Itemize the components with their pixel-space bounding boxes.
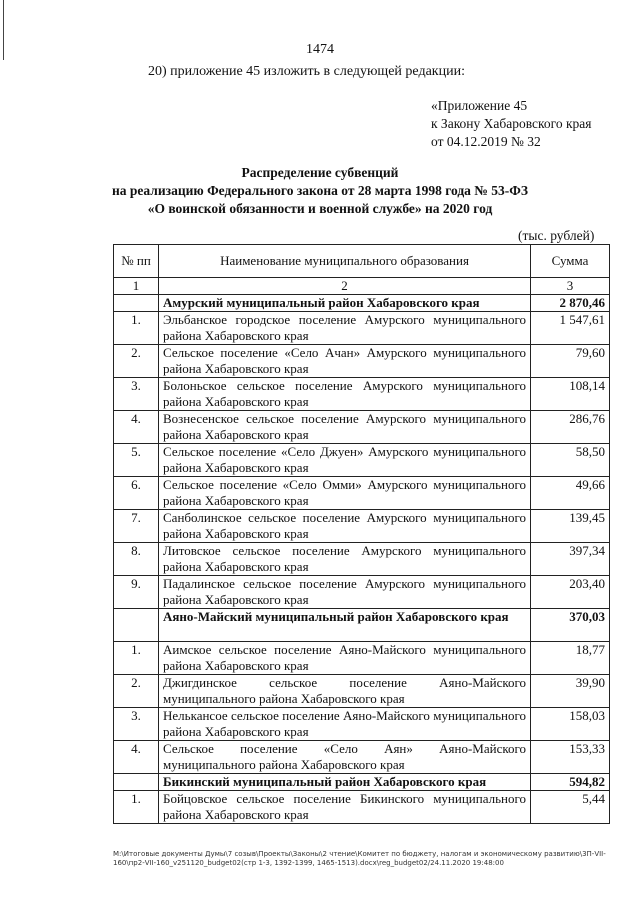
cell-name: Аяно-Майский муниципальный район Хабаровского края [159, 609, 531, 642]
column-index: 3 [531, 278, 610, 295]
appendix-line: от 04.12.2019 № 32 [431, 134, 541, 149]
cell-num: 5. [114, 444, 159, 477]
table-header-row [114, 245, 610, 278]
page-number: 1474 [306, 42, 334, 57]
cell-name: Сельское поселение «Село Аян» Аяно-Майского муниципального района Хабаровского края [159, 741, 531, 774]
cell-sum: 2 870,46 [531, 295, 610, 312]
title-line: на реализацию Федерального закона от 28 марта 1998 года № 53-ФЗ [112, 183, 528, 198]
cell-num: 4. [114, 741, 159, 774]
column-index-row [114, 278, 610, 295]
cell-sum: 18,77 [531, 642, 610, 675]
district-row [114, 774, 610, 791]
cell-num [114, 774, 159, 791]
cell-num: 6. [114, 477, 159, 510]
appendix-reference [431, 97, 592, 151]
cell-name: Сельское поселение «Село Джуен» Амурского муниципального района Хабаровского края [159, 444, 531, 477]
column-index: 2 [159, 278, 531, 295]
table-row [114, 708, 610, 741]
cell-sum: 594,82 [531, 774, 610, 791]
cell-num: 1. [114, 642, 159, 675]
cell-num: 8. [114, 543, 159, 576]
appendix-line: к Закону Хабаровского края [431, 116, 592, 131]
cell-sum: 1 547,61 [531, 312, 610, 345]
document-title [110, 164, 530, 218]
cell-sum: 286,76 [531, 411, 610, 444]
cell-name: Амурский муниципальный район Хабаровского края [159, 295, 531, 312]
cell-name: Падалинское сельское поселение Амурского муниципального района Хабаровского края [159, 576, 531, 609]
cell-sum: 5,44 [531, 791, 610, 824]
table-row [114, 741, 610, 774]
header-sum: Сумма [531, 245, 610, 278]
table-row [114, 345, 610, 378]
table-row [114, 312, 610, 345]
cell-sum: 79,60 [531, 345, 610, 378]
district-row [114, 295, 610, 312]
table-row [114, 675, 610, 708]
cell-num: 7. [114, 510, 159, 543]
cell-num: 1. [114, 791, 159, 824]
file-path-footer: M:\Итоговые документы Думы\7 созыв\Проекты\Законы\2 чтение\Комитет по бюджету, налогам и экономическому развитию\3П-VII-160\пр2-VII-160_v251120_budget02(стр 1-3, 1392-1399, 1465-1513).docx\reg_budget02/24.11.2020 19:48:00 [113, 850, 606, 867]
intro-text: 20) приложение 45 изложить в следующей редакции: [148, 64, 465, 79]
table-row [114, 411, 610, 444]
table-row [114, 576, 610, 609]
table-row [114, 510, 610, 543]
cell-sum: 39,90 [531, 675, 610, 708]
cell-name: Бойцовское сельское поселение Бикинского муниципального района Хабаровского края [159, 791, 531, 824]
title-line: «О воинской обязанности и военной службе» на 2020 год [147, 201, 493, 216]
cell-num: 2. [114, 345, 159, 378]
table-row [114, 444, 610, 477]
cell-sum: 203,40 [531, 576, 610, 609]
cell-name: Нелькансое сельское поселение Аяно-Майского муниципального района Хабаровского края [159, 708, 531, 741]
cell-num: 9. [114, 576, 159, 609]
district-row [114, 609, 610, 642]
cell-sum: 139,45 [531, 510, 610, 543]
cell-name: Аимское сельское поселение Аяно-Майского муниципального района Хабаровского края [159, 642, 531, 675]
table-row [114, 477, 610, 510]
cell-num: 3. [114, 708, 159, 741]
cell-name: Бикинский муниципальный район Хабаровского края [159, 774, 531, 791]
cell-num [114, 609, 159, 642]
cell-sum: 397,34 [531, 543, 610, 576]
appendix-line: «Приложение 45 [431, 98, 528, 113]
title-line: Распределение субвенций [241, 165, 399, 180]
cell-num: 1. [114, 312, 159, 345]
cell-name: Джигдинское сельское поселение Аяно-Майского муниципального района Хабаровского края [159, 675, 531, 708]
table-row [114, 543, 610, 576]
cell-sum: 58,50 [531, 444, 610, 477]
table-row [114, 791, 610, 824]
units-label: (тыс. рублей) [518, 228, 595, 243]
column-index: 1 [114, 278, 159, 295]
cell-name: Эльбанское городское поселение Амурского муниципального района Хабаровского края [159, 312, 531, 345]
cell-name: Болоньское сельское поселение Амурского муниципального района Хабаровского края [159, 378, 531, 411]
cell-sum: 153,33 [531, 741, 610, 774]
cell-sum: 158,03 [531, 708, 610, 741]
cell-sum: 108,14 [531, 378, 610, 411]
cell-name: Сельское поселение «Село Омми» Амурского муниципального района Хабаровского края [159, 477, 531, 510]
cell-num [114, 295, 159, 312]
table-row [114, 378, 610, 411]
cell-num: 2. [114, 675, 159, 708]
table-row [114, 642, 610, 675]
header-name: Наименование муниципального образования [159, 245, 531, 278]
header-num: № пп [114, 245, 159, 278]
subventions-table [113, 244, 610, 824]
cell-name: Санболинское сельское поселение Амурского муниципального района Хабаровского края [159, 510, 531, 543]
cell-name: Сельское поселение «Село Ачан» Амурского муниципального района Хабаровского края [159, 345, 531, 378]
cell-num: 4. [114, 411, 159, 444]
cell-sum: 370,03 [531, 609, 610, 642]
cell-sum: 49,66 [531, 477, 610, 510]
cell-name: Литовское сельское поселение Амурского муниципального района Хабаровского края [159, 543, 531, 576]
cell-name: Вознесенское сельское поселение Амурского муниципального района Хабаровского края [159, 411, 531, 444]
cell-num: 3. [114, 378, 159, 411]
